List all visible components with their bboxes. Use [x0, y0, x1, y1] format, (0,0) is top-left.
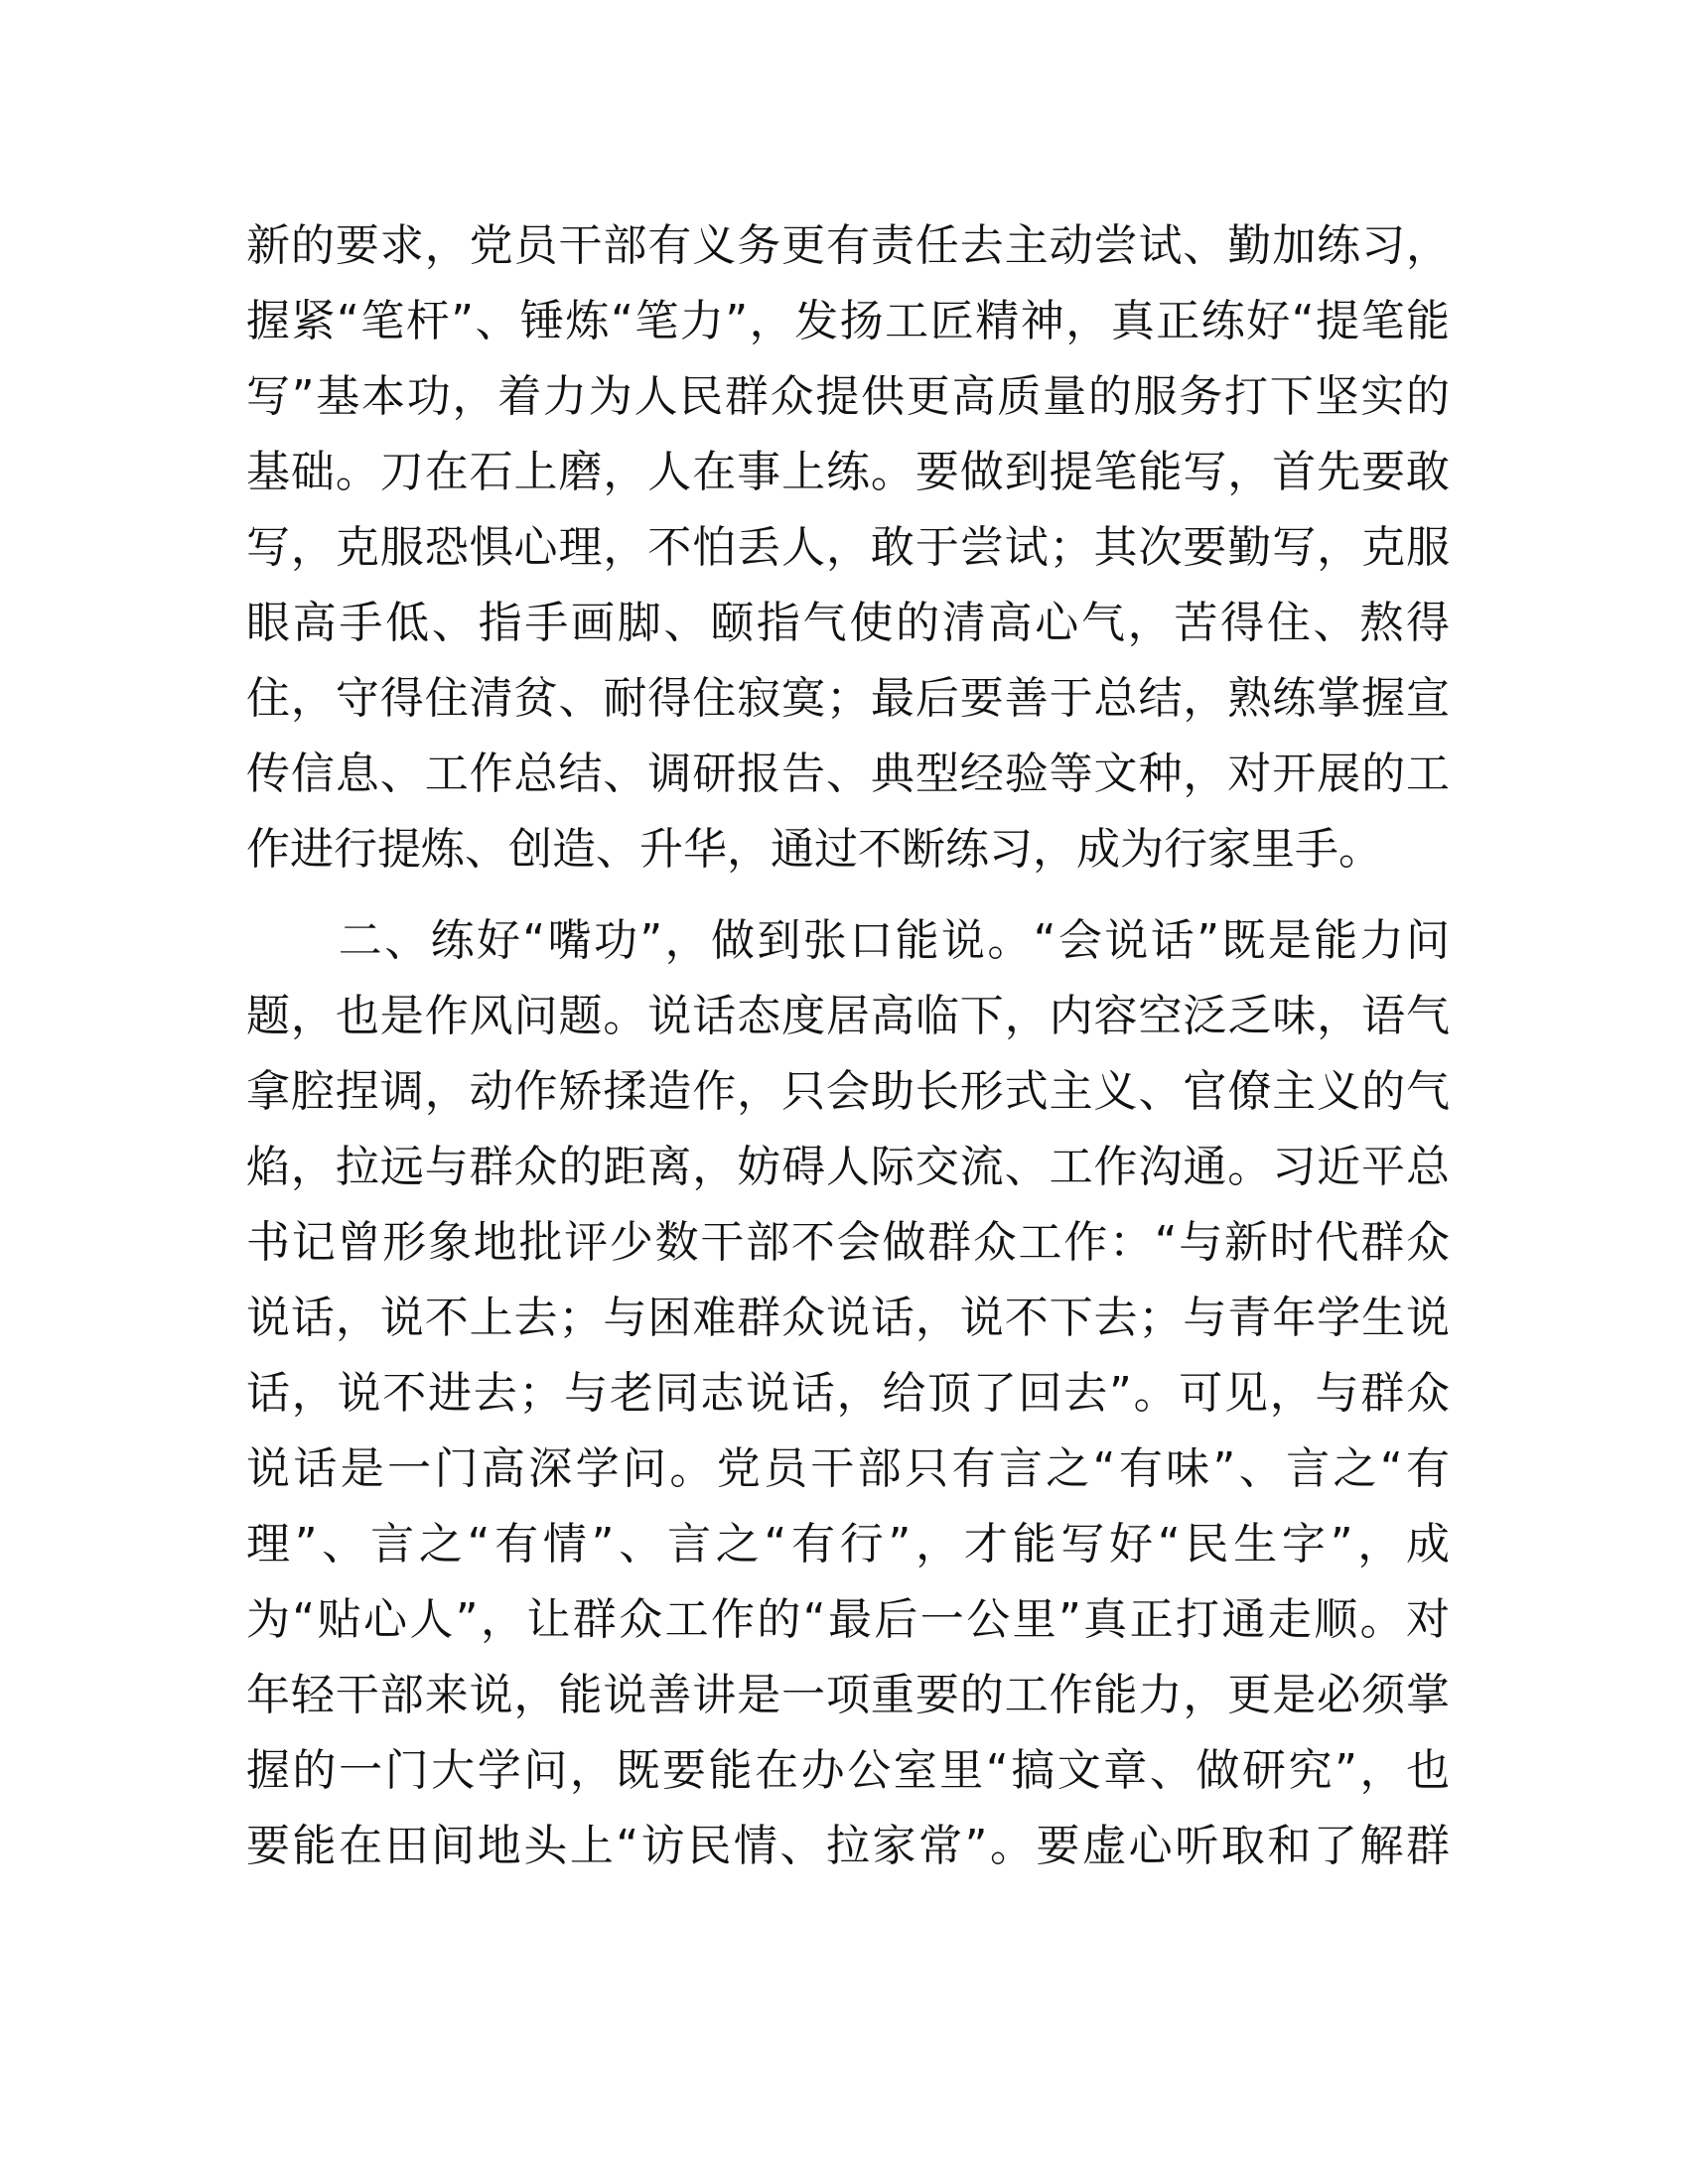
text-line: 住，守得住清贫、耐得住寂寞；最后要善于总结，熟练掌握宣	[246, 673, 1450, 724]
text-line: 新的要求，党员干部有义务更有责任去主动尝试、勤加练习，	[246, 220, 1450, 271]
paragraph-spacer	[246, 887, 1450, 903]
text-line: 为“贴心人”，让群众工作的“最后一公里”真正打通走顺。对	[246, 1594, 1450, 1645]
text-line: 理”、言之“有情”、言之“有行”，才能写好“民生字”，成	[246, 1519, 1451, 1570]
body-text	[246, 208, 1450, 1884]
text-line: 说话，说不上去；与困难群众说话，说不下去；与青年学生说	[246, 1293, 1450, 1343]
text-line: 基础。刀在石上磨，人在事上练。要做到提笔能写，首先要敢	[246, 447, 1450, 497]
text-line: 写”基本功，着力为人民群众提供更高质量的服务打下坚实的	[246, 371, 1450, 422]
text-line: 作进行提炼、创造、升华，通过不断练习，成为行家里手。	[246, 824, 1382, 875]
text-line: 二、练好“嘴功”，做到张口能说。“会说话”既是能力问	[246, 915, 1450, 966]
paragraph-1	[246, 208, 1450, 887]
text-line: 说话是一门高深学问。党员干部只有言之“有味”、言之“有	[246, 1443, 1450, 1494]
text-line: 书记曾形象地批评少数干部不会做群众工作：“与新时代群众	[246, 1217, 1450, 1268]
text-line: 要能在田间地头上“访民情、拉家常”。要虚心听取和了解群	[246, 1821, 1450, 1871]
text-line: 眼高手低、指手画脚、颐指气使的清高心气，苦得住、熬得	[246, 598, 1450, 648]
text-line: 年轻干部来说，能说善讲是一项重要的工作能力，更是必须掌	[246, 1670, 1450, 1720]
text-line: 题，也是作风问题。说话态度居高临下，内容空泛乏味，语气	[246, 991, 1450, 1041]
text-line: 握紧“笔杆”、锤炼“笔力”，发扬工匠精神，真正练好“提笔能	[246, 296, 1450, 346]
text-line: 焰，拉远与群众的距离，妨碍人际交流、工作沟通。习近平总	[246, 1142, 1450, 1192]
text-line: 握的一门大学问，既要能在办公室里“搞文章、做研究”，也	[246, 1745, 1450, 1796]
text-line: 写，克服恐惧心理，不怕丢人，敢于尝试；其次要勤写，克服	[246, 522, 1450, 573]
text-line: 话，说不进去；与老同志说话，给顶了回去”。可见，与群众	[246, 1368, 1450, 1419]
text-line: 传信息、工作总结、调研报告、典型经验等文种，对开展的工	[246, 749, 1450, 799]
paragraph-2	[246, 903, 1450, 1884]
text-line: 拿腔捏调，动作矫揉造作，只会助长形式主义、官僚主义的气	[246, 1066, 1450, 1117]
